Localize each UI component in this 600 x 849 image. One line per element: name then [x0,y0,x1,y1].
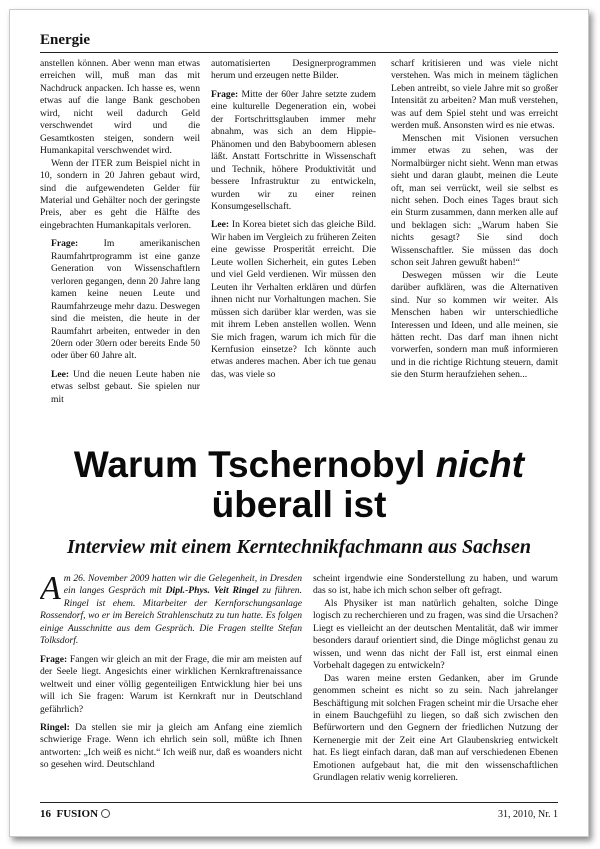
paragraph [313,673,558,785]
paragraph-text: Mitte der 60er Jahre setzte zudem eine kulturelle Degeneration ein, wobei der Fortschrittsglauben immer mehr abnahm, was sich an dem Hippie-Phänomen und den Babyboomern ablesen läßt. Anstatt Fortschritte in Wissenschaft und Technik, höhere Produktivität und bessere Infrastruktur zu entwickeln, wurden wir zu einer reinen Konsumgesellschaft. [211,88,376,212]
paragraph [313,573,558,598]
speaker-label: Lee: [51,368,70,380]
speaker-label: Frage: [51,238,79,250]
paragraph [211,58,376,83]
paragraph [391,270,558,382]
paragraph-text: Da stellen sie mir ja gleich am Anfang eine ziemlich schwierige Frage. Wenn ich ehrlich sein soll, müßte ich Ihnen antworten: „Ich weiß es nicht.“ Ich weiß nur, daß es woanders nicht so gesehen wird. Deutschland [40,721,302,771]
page [9,9,589,837]
paragraph [40,58,200,158]
top-column-1 [40,58,200,408]
paragraph [391,133,558,270]
fusion-logo-icon [101,809,110,818]
top-column-3 [391,58,558,408]
article-subtitle: Interview mit einem Kerntechnikfachmann aus Sachsen [67,536,531,558]
intro-paragraph: Am 26. November 2009 hatten wir die Gelegenheit, in Dresden ein langes Gespräch mit Dipl.-Phys. Veit Ringel zu führen. Ringel ist ehem. Mitarbeiter der Kernforschungsanlage Rossendorf, wo er im Bereich Strahlenschutz zu tun hatte. Es folgen einige Ausschnitte aus dem Gespräch. Die Fragen stellte Stefan Tolksdorf. [40,573,302,647]
header-rule [40,52,558,53]
page-number: 16 [40,808,51,820]
speaker-label: Lee: [211,219,230,231]
article-column-2 [313,573,558,798]
paragraph-text: Das waren meine ersten Gedanken, aber im Grunde genommen scheint es nicht so zu sein. Nach jahrelanger Beschäftigung mit solchen Fragen scheint mir die Ursache eher in einem Bauchgefühl zu liegen, so daß sich zwischen den Befürwortern und den Gegnern der friedlichen Nutzung der Kernenergie mit der Zeit eine Art Glaubenskrieg entwickelt hat. Es liegt einfach daran, daß man auf verschiedenen Ebenen Emotionen aufgebaut hat, die mit den wissenschaftlichen Grundlagen relativ wenig korrelieren. [313,672,558,784]
paragraph [313,598,558,673]
paragraph-text: Als Physiker ist man natürlich gehalten, solche Dinge logisch zu recherchieren und zu fragen, was sind die Ursachen? Liegt es vielleicht an der deutschen Mentalität, daß wir immer besonders darauf orientiert sind, die Dinge möglichst genau zu wissen, und wenn das nicht der Fall ist, erst einmal einen Vorbehalt dagegen zu entwickeln? [313,597,558,672]
title-line2: überall ist [211,484,387,525]
footer-magazine [40,808,110,820]
paragraph-text: Menschen mit Visionen versuchen immer etwas zu sehen, was der Normalbürger nicht sieht. Wenn man etwas sieht und daran glaubt, meinen die Leute oft, man sei verrückt, weil sie selbst es nicht sehen. Doch eines Tages braut sich ein Sturm zusammen, dann merken alle auf und beklagen sich: „Warum haben Sie nichts gesagt? Sie sind doch Wissenschaftler. Sie müssen das doch schon seit Jahren gewußt haben!“ [391,132,558,269]
paragraph-text: Und die neuen Leute haben nie etwas selbst gebaut. Sie spielen nur mit [51,368,200,405]
paragraph-text: scharf kritisieren und was viele nicht verstehen. Was mich in meinem täglichen Leben antreibt, so viele Jahre mit so großer Intensität zu arbeiten? Man muß verstehen, was auf dem Spiel steht und was erreicht werden muß. Ansonsten wird es nie etwas. [391,58,558,132]
title-part1: Warum Tschernobyl [73,444,426,485]
title-emphasis: nicht [435,444,525,485]
drop-cap: A [40,573,61,607]
interviewee-name: Dipl.-Phys. Veit Ringel [165,585,259,597]
paragraph-text: Wenn der ITER zum Beispiel nicht in 10, sondern in 20 Jahren gebaut wird, sind die aufgewendeten Gelder für Material und Gehälter noch der geringste Preis, aber es geht die Hälfte des eingebrachten Humankapitals verloren. [40,157,200,231]
magazine-name: FUSION [56,808,99,820]
dialogue-paragraph [211,89,376,214]
footer-rule [40,802,558,803]
dialogue-paragraph [40,238,200,363]
speaker-label: Frage: [40,653,68,665]
paragraph-text: scheint irgendwie eine Sonderstellung zu haben, und warum das so ist, habe ich mich schon selber oft gefragt. [313,573,558,597]
paragraph-text: automatisierten Designerprogrammen herum und erzeugen nette Bilder. [211,58,376,82]
speaker-label: Ringel: [40,721,70,733]
top-column-2 [211,58,376,408]
article-title [10,445,588,525]
speaker-label: Frage: [211,88,239,100]
paragraph-text: In Korea bietet sich das gleiche Bild. Wir haben im Vergleich zu früheren Zeiten eine gewisse Prosperität erreicht. Die Leute wollen Sicherheit, ein gutes Leben und viel Geld verdienen. Wir müssen den Leuten ihr Verhalten erklären und dürfen ihnen nicht nur Vorhaltungen machen. Sie müssen sich darüber klar werden, was sie mit ihrem Leben anstellen wollen. Wenn Sie mich fragen, warum ich mich für die Kernfusion einsetze? Ich könnte auch etwas anderes machen. Aber ich tue genau das, was viele so [211,219,376,380]
paragraph-text: Deswegen müssen wir die Leute darüber aufklären, was die Alternativen sind. Nur so kommen wir weiter. Als Menschen haben wir unterschiedliche Interessen und Ideen, und alle meinen, sie hätten recht. Das darf man ihnen nicht vorwerfen, sondern man muß informieren und in die richtige Richtung steuern, damit sie den Sturm heraufziehen sehen... [391,269,558,381]
article-column-1 [40,573,302,798]
dialogue-paragraph [40,654,302,716]
dialogue-paragraph [211,219,376,381]
article-column-1-body [40,654,302,772]
paragraph-text: anstellen können. Aber wenn man etwas erreichen will, muß man das mit Nachdruck anpacken. Ich hasse es, wenn etwas auf die lange Bank geschoben wird, nicht weil dadurch Geld verschwendet wird und die Gesamtkosten steigen, sondern weil Humankapital verschwendet wird. [40,58,200,157]
dialogue-paragraph [40,369,200,406]
footer-issue: 31, 2010, Nr. 1 [498,809,558,820]
dialogue-paragraph [40,722,302,772]
paragraph-text: Fangen wir gleich an mit der Frage, die mir am meisten auf der Seele liegt. Angesichts einer wirklichen Kernkraftrenaissance weltweit und einer völlig gegenteiligen Entwicklung hier bei uns will ich Sie fragen: Warum ist Kernkraft nur in Deutschland gefährlich? [40,653,302,715]
paragraph [391,58,558,133]
paragraph-text: Im amerikanischen Raumfahrtprogramm ist eine ganze Generation von Wissenschaftlern verloren gegangen, denn 20 Jahre lang kamen keine neuen Leute und Raumfahrzeuge mehr dazu. Deswegen sind die meisten, die heute in der Raumfahrt arbeiten, entweder in den 20ern oder 30ern oder bereits Ende 50 oder über 60 Jahre alt. [51,238,200,362]
section-header: Energie [40,32,90,48]
paragraph [40,158,200,233]
